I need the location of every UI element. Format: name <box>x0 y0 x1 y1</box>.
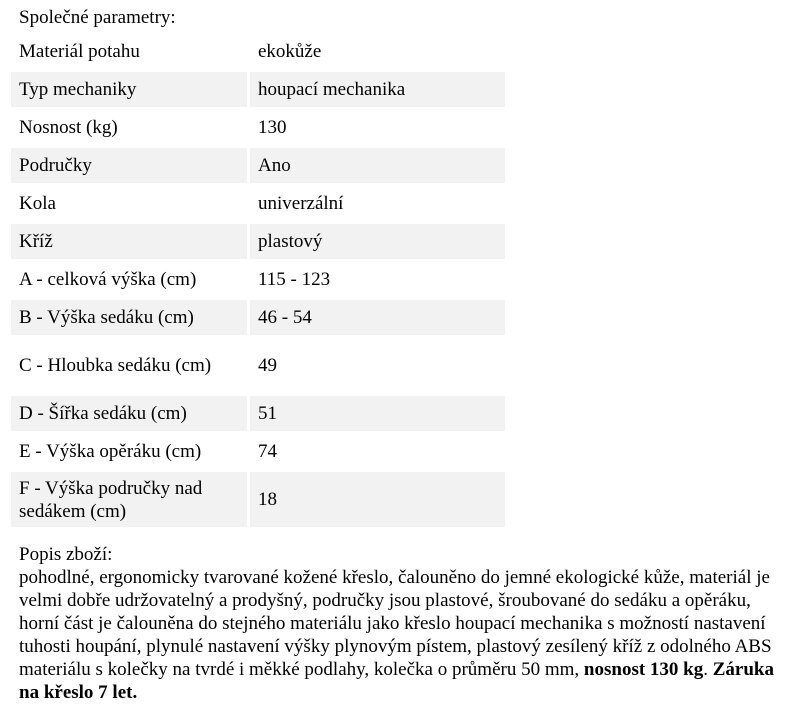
param-label: Kola <box>19 193 56 214</box>
parameters-table <box>8 31 508 530</box>
param-label: Kříž <box>11 224 247 259</box>
description-separator: . <box>703 659 713 680</box>
param-value: univerzální <box>258 193 344 214</box>
param-label: Materiál potahu <box>19 41 140 62</box>
param-value: 51 <box>250 396 505 431</box>
table-row <box>11 262 505 297</box>
table-row <box>11 72 505 107</box>
table-row <box>11 338 505 393</box>
table-row <box>11 300 505 335</box>
param-value: 130 <box>258 117 287 138</box>
table-row <box>11 224 505 259</box>
param-value: plastový <box>250 224 505 259</box>
parameters-heading: Společné parametry: <box>19 7 176 28</box>
param-label: E - Výška opěráku (cm) <box>19 441 202 462</box>
param-value: 115 - 123 <box>258 269 331 290</box>
warranty-highlight: Záruka na křeslo 7 let. <box>19 659 774 703</box>
param-value: 46 - 54 <box>250 300 505 335</box>
param-value: 18 <box>250 472 505 527</box>
table-row <box>11 110 505 145</box>
table-row <box>11 434 505 469</box>
param-value: Ano <box>250 148 505 183</box>
param-label: Nosnost (kg) <box>19 117 118 138</box>
table-row <box>11 396 505 431</box>
param-label: B - Výška sedáku (cm) <box>11 300 247 335</box>
table-row <box>11 472 505 527</box>
param-label: A - celková výška (cm) <box>19 269 197 290</box>
param-label: D - Šířka sedáku (cm) <box>11 396 247 431</box>
param-label: Područky <box>11 148 247 183</box>
param-value: 49 <box>258 355 277 376</box>
param-value: houpací mechanika <box>250 72 505 107</box>
description-body: pohodlné, ergonomicky tvarované kožené křeslo, čalouněno do jemné ekologické kůže, materiál je velmi dobře udržovatelný a prodyšný, područky jsou plastové, šroubované do sedáku a opěráku, horní část je čalouněna do stejného materiálu jako křeslo houpací mechanika s možností nastavení tuhosti houpání, plynulé nastavení výšky plynovým pístem, plastový zesílený kříž z odolného ABS materiálu s kolečky na tvrdé i měkké podlahy, kolečka o průměru 50 mm, <box>19 567 772 680</box>
table-row <box>11 34 505 69</box>
load-capacity-highlight: nosnost 130 kg <box>583 659 704 680</box>
param-label: Typ mechaniky <box>11 72 247 107</box>
param-label: F - Výška područky nad sedákem (cm) <box>11 472 247 527</box>
table-row <box>11 148 505 183</box>
param-label: C - Hloubka sedáku (cm) <box>19 355 212 376</box>
description-text <box>19 566 789 704</box>
param-value: ekokůže <box>258 41 322 62</box>
description-heading: Popis zboží: <box>19 544 113 565</box>
param-value: 74 <box>258 441 277 462</box>
table-row <box>11 186 505 221</box>
product-description <box>19 543 789 704</box>
